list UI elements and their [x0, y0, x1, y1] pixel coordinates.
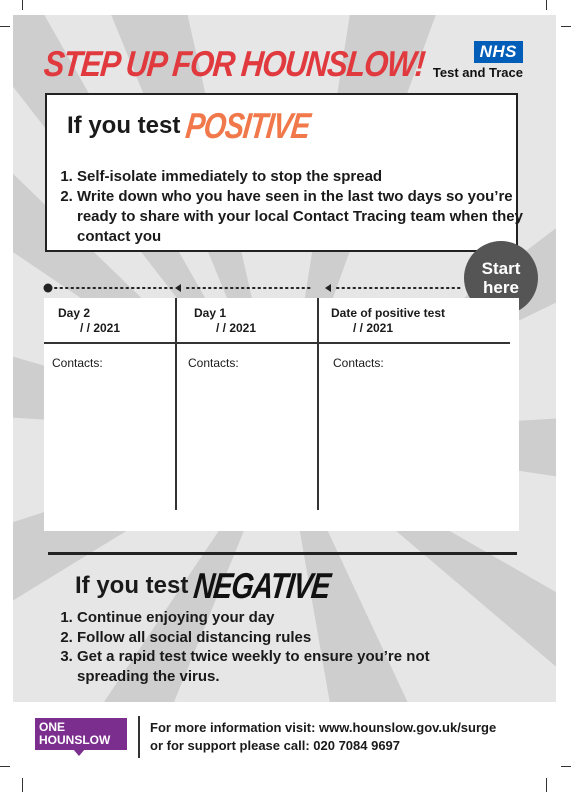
column-title: Date of positive test: [331, 306, 446, 320]
flyer-page: [13, 15, 556, 778]
support-label: or for support please call:: [150, 738, 314, 753]
contacts-label: Contacts:: [333, 356, 384, 370]
column-divider: [175, 298, 177, 510]
nhs-logo: NHS: [474, 41, 523, 63]
timeline-arrows: [43, 281, 463, 295]
footer-divider: [138, 716, 140, 758]
negative-heading: [75, 565, 364, 607]
column-title: Day 2: [58, 306, 91, 320]
list-item: [77, 187, 527, 247]
contacts-label: Contacts:: [188, 356, 239, 370]
positive-heading-accent: POSITIVE: [184, 105, 312, 146]
info-label: For more information visit:: [150, 720, 320, 735]
start-badge-line2: here: [483, 278, 519, 297]
negative-steps-list: [55, 608, 477, 686]
crop-mark: [22, 0, 23, 10]
negative-heading-lead: If you test: [75, 572, 189, 599]
nhs-branding: [433, 41, 523, 80]
start-badge-line1: Start: [481, 259, 521, 278]
nhs-subtitle: Test and Trace: [432, 65, 523, 80]
footer-contact-info: [150, 719, 496, 755]
positive-result-box: [45, 93, 523, 252]
date-field[interactable]: / / 2021: [216, 321, 257, 335]
column-header: [331, 306, 445, 336]
positive-step-2-emphasis: two days: [377, 188, 442, 205]
crop-mark: [0, 766, 10, 767]
logo-line-1: ONE: [39, 720, 66, 734]
contacts-label: Contacts:: [52, 356, 103, 370]
date-field[interactable]: / / 2021: [80, 321, 121, 335]
footer: [13, 702, 556, 778]
date-field[interactable]: / / 2021: [353, 321, 394, 335]
logo-line-2: HOUNSLOW: [39, 733, 111, 747]
list-item: 1. Continue enjoying your day: [77, 608, 477, 628]
positive-steps-list: [55, 167, 527, 247]
section-divider: [48, 552, 517, 555]
table-header-rule: [44, 342, 510, 344]
negative-heading-accent: NEGATIVE: [192, 565, 333, 606]
campaign-title: STEP UP FOR HOUNSLOW!: [42, 43, 426, 84]
crop-mark: [0, 26, 10, 27]
positive-step-1: Self-isolate immediately to stop the spread: [77, 168, 383, 185]
column-header: [58, 306, 120, 336]
list-item: 3. Get a rapid test twice weekly to ensure you’re not spreading the virus.: [77, 647, 477, 686]
column-header: [194, 306, 256, 336]
positive-step-2-end: so you’re ready to share with your local Contact Tracing team when they contact you: [77, 188, 523, 245]
support-phone[interactable]: 020 7084 9697: [313, 738, 401, 753]
info-link[interactable]: www.hounslow.gov.uk/surge: [319, 720, 497, 735]
list-item: 2. Follow all social distancing rules: [77, 628, 477, 648]
crop-mark: [561, 26, 571, 27]
crop-mark: [546, 0, 547, 10]
positive-heading: [67, 105, 340, 147]
positive-step-2-start: Write down who you have seen in the last: [77, 188, 378, 205]
positive-heading-lead: If you test: [67, 112, 181, 139]
column-title: Day 1: [194, 306, 227, 320]
one-hounslow-logo: [35, 718, 127, 750]
column-divider: [317, 298, 319, 510]
list-item: [77, 167, 527, 187]
crop-mark: [561, 766, 571, 767]
logo-speech-tail: [73, 749, 85, 756]
contacts-table: [44, 298, 519, 531]
